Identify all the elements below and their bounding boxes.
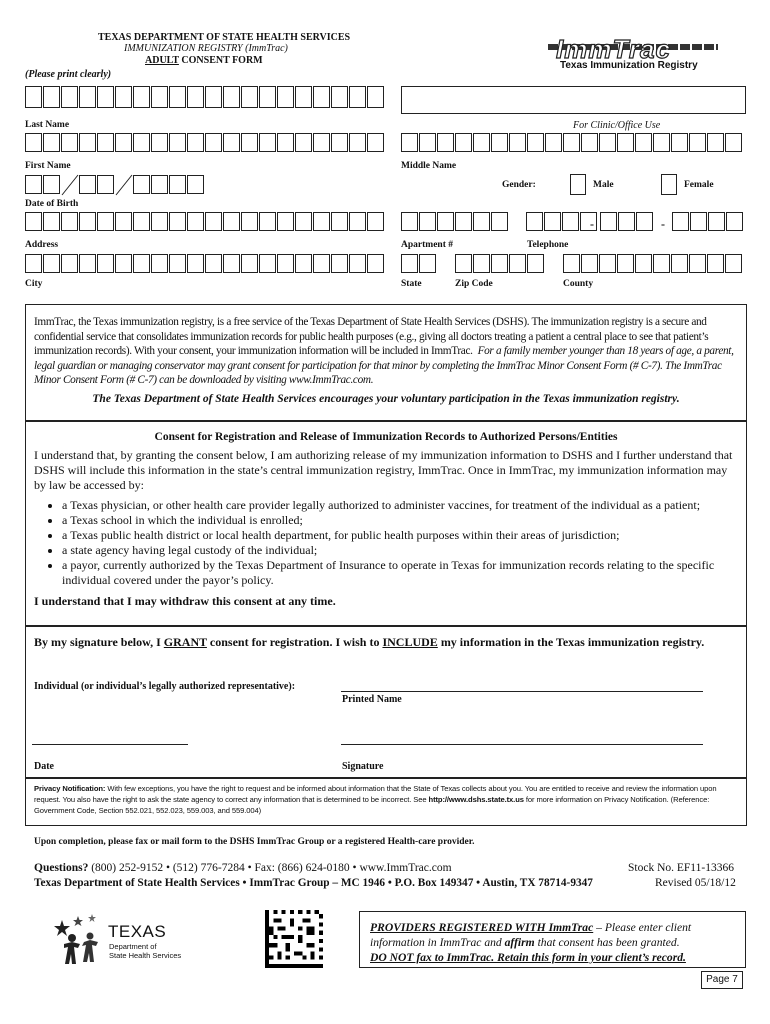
entry-box[interactable]: [672, 212, 689, 231]
entry-box[interactable]: [580, 212, 597, 231]
affirm-word: affirm: [504, 936, 535, 949]
entry-box[interactable]: [545, 133, 562, 152]
page-number: Page 7: [701, 971, 743, 989]
entry-box[interactable]: [653, 254, 670, 273]
entry-box[interactable]: [277, 254, 294, 273]
entry-box[interactable]: [527, 254, 544, 273]
entry-box[interactable]: [707, 133, 724, 152]
privacy-url-link[interactable]: http://www.dshs.state.tx.us: [428, 795, 524, 804]
entry-box[interactable]: [25, 86, 42, 108]
entry-box[interactable]: [725, 254, 742, 273]
entry-box[interactable]: [600, 212, 617, 231]
entry-box[interactable]: [97, 254, 114, 273]
entry-box[interactable]: [43, 212, 60, 231]
entry-box[interactable]: [25, 175, 42, 194]
questions-label: Questions?: [34, 862, 89, 874]
entry-box[interactable]: [599, 133, 616, 152]
form-title-rest: CONSENT FORM: [178, 55, 263, 66]
entry-box[interactable]: [367, 212, 384, 231]
entry-box[interactable]: [473, 212, 490, 231]
intro-panel: [25, 304, 747, 421]
authorized-item: • a Texas school in which the individual is enrolled;: [62, 513, 738, 528]
entry-box[interactable]: [43, 254, 60, 273]
entry-box[interactable]: [349, 86, 366, 108]
entry-box[interactable]: [205, 212, 222, 231]
entry-box[interactable]: [313, 133, 330, 152]
entry-box[interactable]: [563, 254, 580, 273]
dob-slash-2: [114, 173, 134, 197]
dob-slash-1: [60, 173, 80, 197]
entry-box[interactable]: [295, 254, 312, 273]
grant-text-a: By my signature below, I: [34, 635, 164, 649]
dob-day-boxes[interactable]: [79, 175, 115, 194]
entry-box[interactable]: [313, 254, 330, 273]
entry-box[interactable]: [526, 212, 543, 231]
entry-box[interactable]: [277, 212, 294, 231]
texas-figures-icon: [52, 912, 108, 966]
consent-panel: [25, 421, 747, 626]
entry-box[interactable]: [25, 133, 42, 152]
entry-box[interactable]: [331, 133, 348, 152]
entry-box[interactable]: [79, 86, 96, 108]
barcode-icon: [265, 910, 323, 968]
clinic-use-box[interactable]: [401, 86, 746, 114]
entry-box[interactable]: [187, 212, 204, 231]
individual-label: Individual (or individual’s legally authorized representative):: [34, 681, 296, 692]
entry-box[interactable]: [61, 133, 78, 152]
entry-box[interactable]: [79, 175, 96, 194]
first-name-label: First Name: [25, 161, 71, 171]
entry-box[interactable]: [401, 133, 418, 152]
entry-box[interactable]: [223, 86, 240, 108]
entry-box[interactable]: [151, 254, 168, 273]
privacy-panel: [25, 778, 747, 826]
entry-box[interactable]: [151, 133, 168, 152]
dob-month-boxes[interactable]: [25, 175, 61, 194]
signature-panel: [25, 626, 747, 778]
entry-box[interactable]: [437, 212, 454, 231]
entry-box[interactable]: [133, 133, 150, 152]
entry-box[interactable]: [169, 212, 186, 231]
date-line[interactable]: [32, 744, 188, 745]
entry-box[interactable]: [169, 133, 186, 152]
entry-box[interactable]: [562, 212, 579, 231]
apartment-label: Apartment #: [401, 240, 453, 250]
grant-word: GRANT: [163, 635, 207, 649]
entry-box[interactable]: [133, 175, 150, 194]
entry-box[interactable]: [43, 133, 60, 152]
entry-box[interactable]: [455, 212, 472, 231]
male-checkbox[interactable]: [570, 174, 586, 195]
middle-name-boxes[interactable]: [401, 133, 743, 152]
providers-heading: PROVIDERS REGISTERED WITH ImmTrac: [370, 921, 594, 934]
entry-box[interactable]: [563, 133, 580, 152]
print-note: (Please print clearly): [25, 69, 112, 80]
entry-box[interactable]: [169, 254, 186, 273]
entry-box[interactable]: [313, 212, 330, 231]
entry-box[interactable]: [241, 133, 258, 152]
texas-logo-word: TEXAS: [108, 922, 167, 941]
providers-text: – Please enter client information in ImmTrac and: [370, 921, 692, 949]
entry-box[interactable]: [689, 254, 706, 273]
entry-box[interactable]: [295, 212, 312, 231]
entry-box[interactable]: [295, 86, 312, 108]
first-name-boxes[interactable]: [25, 133, 385, 152]
entry-box[interactable]: [187, 86, 204, 108]
entry-box[interactable]: [635, 133, 652, 152]
form-title-adult: ADULT: [145, 55, 179, 66]
telephone-label: Telephone: [527, 240, 569, 250]
entry-box[interactable]: [97, 212, 114, 231]
logo-subtitle: Texas Immunization Registry: [560, 60, 698, 71]
entry-box[interactable]: [97, 86, 114, 108]
entry-box[interactable]: [187, 133, 204, 152]
entry-box[interactable]: [690, 212, 707, 231]
entry-box[interactable]: [61, 86, 78, 108]
entry-box[interactable]: [671, 254, 688, 273]
entry-box[interactable]: [277, 86, 294, 108]
entry-box[interactable]: [241, 254, 258, 273]
signature-label: Signature: [342, 761, 384, 772]
entry-box[interactable]: [349, 254, 366, 273]
entry-box[interactable]: [43, 86, 60, 108]
revised-date: Revised 05/18/12: [655, 877, 736, 889]
entry-box[interactable]: [349, 212, 366, 231]
entry-box[interactable]: [97, 133, 114, 152]
entry-box[interactable]: [187, 175, 204, 194]
entry-box[interactable]: [151, 212, 168, 231]
withdraw-statement: I understand that I may withdraw this consent at any time.: [34, 594, 336, 608]
consent-heading: Consent for Registration and Release of Immunization Records to Authorized Persons/Entities: [154, 431, 618, 443]
questions-line: [34, 862, 452, 874]
entry-box[interactable]: [581, 254, 598, 273]
providers-text-2: that consent has been granted.: [534, 936, 680, 949]
entry-box[interactable]: [259, 254, 276, 273]
dshs-address: Texas Department of State Health Services • ImmTrac Group – MC 1946 • P.O. Box 149347 • Austin, TX 78714-9347: [34, 877, 593, 889]
entry-box[interactable]: [725, 133, 742, 152]
entry-box[interactable]: [115, 86, 132, 108]
entry-box[interactable]: [151, 175, 168, 194]
entry-box[interactable]: [331, 254, 348, 273]
intro-minor-text: For a family member younger than 18 years of age, a parent, legal guardian or managing conservator may grant consent for participation for that minor by completing the ImmTrac Minor Consent Form (# C-7). The ImmTrac Minor Consent Form (# C-7) can be downloaded by visiting www.ImmTrac.com.: [34, 345, 734, 386]
state-label: State: [401, 279, 422, 289]
providers-line-1: [370, 920, 745, 950]
include-word: INCLUDE: [382, 635, 438, 649]
entry-box[interactable]: [151, 86, 168, 108]
last-name-boxes[interactable]: [25, 86, 385, 108]
telephone-prefix-boxes[interactable]: [600, 212, 654, 231]
consent-paragraph: I understand that, by granting the consent below, I am authorizing release of my immunization information to DSHS and I further understand that DSHS will include this information in the state’s central immunization registry, ImmTrac. Once in ImmTrac, my immunization information may by law be accessed by:: [34, 448, 733, 492]
texas-logo-sub: [109, 942, 181, 960]
entry-box[interactable]: [115, 254, 132, 273]
printed-name-line[interactable]: [341, 691, 703, 692]
entry-box[interactable]: [115, 133, 132, 152]
stock-number: Stock No. EF11-13366: [628, 862, 734, 874]
entry-box[interactable]: [708, 212, 725, 231]
entry-box[interactable]: [527, 133, 544, 152]
signature-line[interactable]: [341, 744, 703, 745]
authorized-item: • a payor, currently authorized by the Texas Department of Insurance to operate in Texas for immunization records relating to the specific individual covered under the payor’s policy.: [62, 558, 738, 588]
zip-label: Zip Code: [455, 279, 493, 289]
entry-box[interactable]: [133, 254, 150, 273]
entry-box[interactable]: [313, 86, 330, 108]
address-label: Address: [25, 240, 59, 250]
entry-box[interactable]: [295, 133, 312, 152]
entry-box[interactable]: [241, 212, 258, 231]
entry-box[interactable]: [419, 254, 436, 273]
intro-paragraph: [34, 315, 738, 388]
county-label: County: [563, 279, 594, 289]
entry-box[interactable]: [419, 133, 436, 152]
entry-box[interactable]: [671, 133, 688, 152]
entry-box[interactable]: [653, 133, 670, 152]
form-title: [145, 55, 263, 66]
authorized-item: • a state agency having legal custody of the individual;: [62, 543, 738, 558]
privacy-label: Privacy Notification:: [34, 784, 106, 793]
entry-box[interactable]: [79, 254, 96, 273]
entry-box[interactable]: [599, 254, 616, 273]
entry-box[interactable]: [259, 133, 276, 152]
last-name-label: Last Name: [25, 120, 70, 130]
entry-box[interactable]: [205, 133, 222, 152]
entry-box[interactable]: [169, 86, 186, 108]
entry-box[interactable]: [419, 212, 436, 231]
entry-box[interactable]: [707, 254, 724, 273]
state-boxes[interactable]: [401, 254, 437, 273]
entry-box[interactable]: [133, 86, 150, 108]
privacy-text-2: for more information on Privacy Notification. (Reference: Government Code, Section 552.021, 552.023, 559.003, and 559.004): [34, 795, 710, 815]
middle-name-label: Middle Name: [401, 161, 457, 171]
agency-title: TEXAS DEPARTMENT OF STATE HEALTH SERVICES: [98, 32, 351, 43]
entry-box[interactable]: [223, 133, 240, 152]
authorized-item: • a Texas physician, or other health care provider legally authorized to administer vaccines, for treatment of the individual as a patient;: [62, 498, 738, 513]
entry-box[interactable]: [97, 175, 114, 194]
entry-box[interactable]: [509, 254, 526, 273]
entry-box[interactable]: [618, 212, 635, 231]
entry-box[interactable]: [689, 133, 706, 152]
entry-box[interactable]: [223, 212, 240, 231]
encourage-text: The Texas Department of State Health Services encourages your voluntary participation in the Texas immunization registry.: [92, 392, 680, 405]
intro-text: ImmTrac, the Texas immunization registry, is a free service of the Texas Department of State Health Services (DSHS). The immunization registry is a secure and confidential service that consolidates immunization records for public health purposes (e.g., giving all doctors treating a patient a central place to see that patient’s immunization records). With your consent, your immunization information will be included in ImmTrac.: [34, 316, 709, 357]
female-checkbox[interactable]: [661, 174, 677, 195]
texas-logo-sub-1: Department of: [109, 942, 157, 951]
dob-label: Date of Birth: [25, 199, 79, 209]
entry-box[interactable]: [726, 212, 743, 231]
entry-box[interactable]: [259, 212, 276, 231]
printed-name-label: Printed Name: [342, 694, 402, 705]
address-boxes[interactable]: [25, 212, 385, 231]
entry-box[interactable]: [133, 212, 150, 231]
telephone-dash-1: -: [590, 217, 594, 231]
entry-box[interactable]: [79, 133, 96, 152]
dob-year-boxes[interactable]: [133, 175, 205, 194]
entry-box[interactable]: [617, 254, 634, 273]
authorized-item: • a Texas public health district or local health department, for public health purposes within their areas of jurisdiction;: [62, 528, 738, 543]
county-boxes[interactable]: [563, 254, 743, 273]
do-not-fax-note: DO NOT fax to ImmTrac. Retain this form in your client’s record.: [370, 951, 686, 964]
providers-box: [359, 911, 746, 968]
entry-box[interactable]: [401, 212, 418, 231]
entry-box[interactable]: [491, 133, 508, 152]
questions-contacts: (800) 252-9152 • (512) 776-7284 • Fax: (866) 624-0180 • www.ImmTrac.com: [88, 862, 452, 874]
entry-box[interactable]: [491, 212, 508, 231]
texas-logo-sub-2: State Health Services: [109, 951, 182, 960]
entry-box[interactable]: [401, 254, 418, 273]
texas-dshs-logo: [52, 912, 212, 968]
data-matrix-barcode: [265, 910, 323, 968]
telephone-area-boxes[interactable]: [526, 212, 598, 231]
entry-box[interactable]: [25, 254, 42, 273]
privacy-text: With few exceptions, you have the right to request and be informed about information that the State of Texas collects about you. You are entitled to receive and review the information upon request. You also have the right to ask the state agency to correct any information that is determined to be incorrect. See: [34, 784, 717, 804]
female-label: Female: [684, 180, 714, 190]
entry-box[interactable]: [349, 133, 366, 152]
entry-box[interactable]: [331, 86, 348, 108]
entry-box[interactable]: [367, 254, 384, 273]
date-label: Date: [34, 761, 54, 772]
entry-box[interactable]: [277, 133, 294, 152]
entry-box[interactable]: [636, 212, 653, 231]
gender-label: Gender:: [502, 180, 536, 190]
entry-box[interactable]: [169, 175, 186, 194]
entry-box[interactable]: [187, 254, 204, 273]
registry-title: IMMUNIZATION REGISTRY (ImmTrac): [124, 43, 288, 54]
telephone-line-boxes[interactable]: [672, 212, 744, 231]
grant-statement: [34, 635, 704, 650]
entry-box[interactable]: [509, 133, 526, 152]
entry-box[interactable]: [79, 212, 96, 231]
entry-box[interactable]: [61, 254, 78, 273]
entry-box[interactable]: [61, 212, 78, 231]
grant-text-b: consent for registration. I wish to: [206, 635, 383, 649]
telephone-dash-2: -: [661, 217, 665, 231]
entry-box[interactable]: [331, 212, 348, 231]
entry-box[interactable]: [43, 175, 60, 194]
entry-box[interactable]: [367, 133, 384, 152]
entry-box[interactable]: [491, 254, 508, 273]
clinic-use-label: For Clinic/Office Use: [573, 120, 661, 131]
city-label: City: [25, 279, 43, 289]
immtrac-logo: [548, 34, 723, 72]
entry-box[interactable]: [635, 254, 652, 273]
entry-box[interactable]: [473, 133, 490, 152]
entry-box[interactable]: [581, 133, 598, 152]
entry-box[interactable]: [223, 254, 240, 273]
entry-box[interactable]: [544, 212, 561, 231]
apartment-boxes[interactable]: [401, 212, 509, 231]
entry-box[interactable]: [437, 133, 454, 152]
logo-word: ImmTrac: [556, 34, 671, 64]
grant-text-c: my information in the Texas immunization registry.: [437, 635, 705, 649]
entry-box[interactable]: [205, 254, 222, 273]
completion-note: Upon completion, please fax or mail form to the DSHS ImmTrac Group or a registered Health-care provider.: [34, 837, 475, 847]
authorized-list: [34, 498, 738, 588]
entry-box[interactable]: [455, 133, 472, 152]
entry-box[interactable]: [473, 254, 490, 273]
entry-box[interactable]: [455, 254, 472, 273]
entry-box[interactable]: [617, 133, 634, 152]
entry-box[interactable]: [259, 86, 276, 108]
zip-boxes[interactable]: [455, 254, 545, 273]
city-boxes[interactable]: [25, 254, 385, 273]
entry-box[interactable]: [25, 212, 42, 231]
male-label: Male: [593, 180, 614, 190]
entry-box[interactable]: [241, 86, 258, 108]
entry-box[interactable]: [205, 86, 222, 108]
entry-box[interactable]: [367, 86, 384, 108]
entry-box[interactable]: [115, 212, 132, 231]
